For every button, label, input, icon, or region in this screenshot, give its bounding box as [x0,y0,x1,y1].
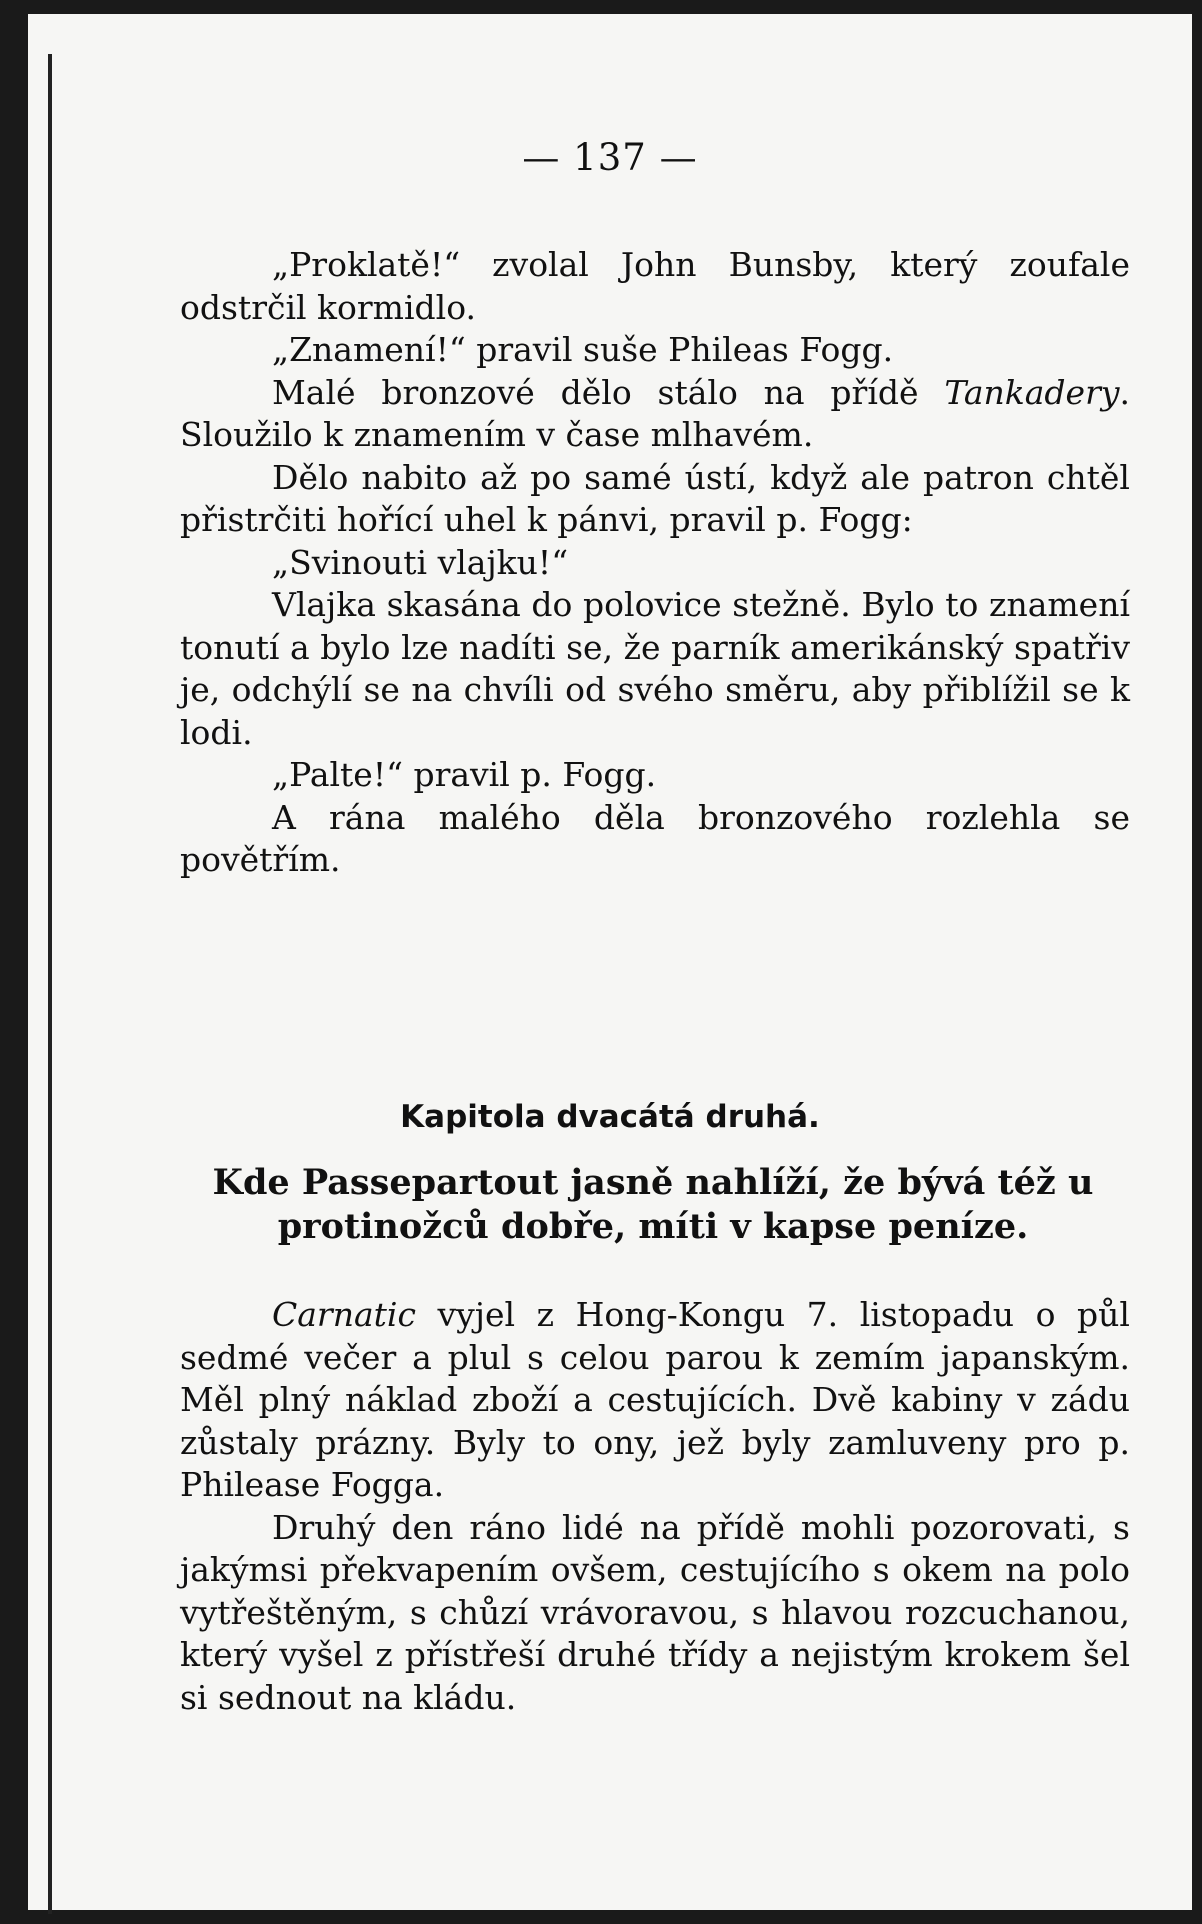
text-run: . Sloužilo k znamením v čase mlhavém. [180,372,1130,454]
paragraph [180,372,1130,457]
text-block-top [180,244,1130,882]
ship-name: Carnatic [272,1295,416,1334]
chapter-title: Kde Passepartout jasně nahlíží, že bývá též u protinožců dobře, míti v kapse peníze. [212,1162,1094,1247]
ship-name: Tankadery [944,372,1120,412]
book-page [28,14,1192,1910]
paragraph: „Proklatě!“ zvolal John Bunsby, který zoufale odstrčil kormidlo. [180,245,1130,327]
paragraph: Vlajka skasána do polovice stežně. Bylo to znamení tonutí a bylo lze nadíti se, že parník amerikánský spatřiv je, odchýlí se na chvíli od svého směru, aby přiblížil se k lodi. [180,585,1130,752]
paragraph: Dělo nabito až po samé ústí, když ale patron chtěl přistrčiti hořící uhel k pánvi, pravil p. Fogg: [180,457,1130,539]
page-number: — 137 — [522,136,698,179]
text-block-bottom [180,1294,1130,1719]
chapter-label: Kapitola dvacátá druhá. [400,1099,820,1135]
text-run: Malé bronzové dělo stálo na přídě [272,372,945,412]
paragraph: „Znamení!“ pravil suše Phileas Fogg. [272,330,894,369]
paragraph: „Palte!“ pravil p. Fogg. [272,755,657,794]
paragraph: „Svinouti vlajku!“ [272,542,569,582]
paragraph [180,1294,1130,1507]
page-edge-line [48,54,52,1914]
paragraph: Druhý den ráno lidé na přídě mohli pozorovati, s jakýmsi překvapením ovšem, cestujícího s okem na polo vytřeštěným, s chůzí vrávoravou, s hlavou rozcuchanou, který vyšel z přístřeší druhé třídy a nejistým krokem šel si sednout na kládu. [180,1507,1130,1717]
paragraph: A rána malého děla bronzového rozlehla se povětřím. [180,797,1130,879]
text-run: vyjel z Hong-Kongu 7. listopadu o půl sedmé večer a plul s celou parou k zemím japanským. Měl plný náklad zboží a cestujících. Dvě kabiny v zádu zůstaly prázny. Byly to ony, jež byly zamluveny pro p. Philease Fogga. [180,1295,1130,1504]
